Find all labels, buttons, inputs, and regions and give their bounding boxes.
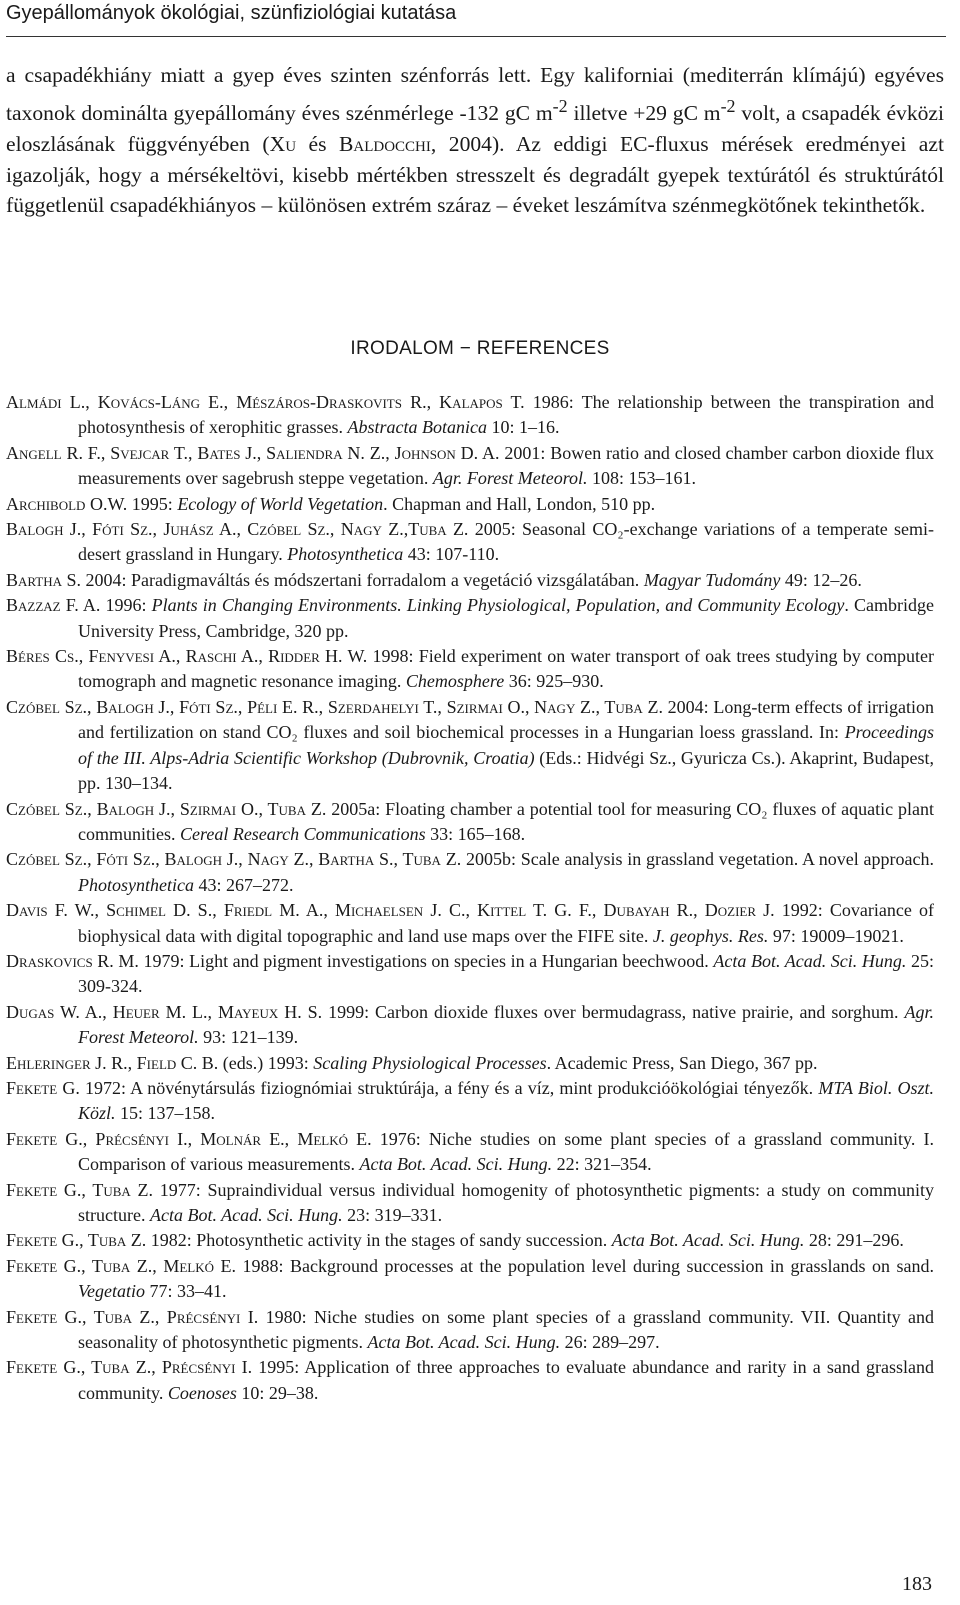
reference-authors: Bazzaz F. A. xyxy=(6,595,101,616)
reference-source: Photosynthetica xyxy=(287,544,404,565)
reference-authors: Angell R. F., Svejcar T., Bates J., Saliendra N. Z., Johnson D. A. xyxy=(6,442,500,463)
reference-authors: Fekete G., Tuba Z., Précsényi I. xyxy=(6,1306,259,1327)
reference-pages: 25: 309-324. xyxy=(78,950,934,997)
reference-pages: . Academic Press, San Diego, 367 pp. xyxy=(546,1052,818,1073)
reference-authors: Draskovics R. M. xyxy=(6,950,139,971)
text-segment: , 2004). Az eddigi EC-fluxus mérések eredményei azt igazolják, hogy a mérsékeltövi, kisebb mértékben stresszelt és degradált gyepek textúrától és struktúrától függetlenül csapadékhiányos – különösen extrém száraz – éveket leszámítva szénmegkötőnek tekinthetők. xyxy=(6,131,944,218)
reference-source: Plants in Changing Environments. Linking Physiological, Population, and Community Ecology xyxy=(151,595,845,616)
reference-authors: Czóbel Sz., Balogh J., Szirmai O., Tuba Z. xyxy=(6,798,327,819)
reference-pages: 43: 267–272. xyxy=(193,874,294,895)
reference-entry xyxy=(6,1000,934,1051)
superscript: -2 xyxy=(552,95,568,116)
reference-pages: 49: 12–26. xyxy=(780,569,862,590)
intro-paragraph xyxy=(6,60,944,221)
reference-list xyxy=(6,390,934,1406)
reference-authors: Czóbel Sz., Balogh J., Fóti Sz., Péli E. R., Szerdahelyi T., Szirmai O., Nagy Z., Tuba Z. xyxy=(6,696,663,717)
reference-source: Agr. Forest Meteorol. xyxy=(78,1001,934,1048)
reference-body: 1988: Background processes at the population level during succession in grasslands on sand. xyxy=(235,1255,934,1276)
reference-entry xyxy=(6,644,934,695)
reference-body: 1992: Covariance of biophysical data with digital topographic and land use maps over the FIFE site. xyxy=(78,900,934,946)
reference-entry xyxy=(6,390,934,441)
reference-source: Acta Bot. Acad. Sci. Hung. xyxy=(367,1332,561,1353)
reference-entry xyxy=(6,1178,934,1229)
reference-pages: 108: 153–161. xyxy=(587,468,697,489)
reference-entry xyxy=(6,1127,934,1178)
reference-body: 2004: Paradigmaváltás és módszertani forradalom a vegetáció vizsgálatában. xyxy=(81,569,644,590)
reference-source: Acta Bot. Acad. Sci. Hung. xyxy=(359,1154,553,1175)
reference-source: Vegetatio xyxy=(78,1281,145,1302)
reference-pages: . Cambridge University Press, Cambridge, 320 pp. xyxy=(78,595,934,641)
reference-source: Scaling Physiological Processes xyxy=(313,1052,547,1073)
reference-authors: Ehleringer J. R., Field C. B. xyxy=(6,1052,219,1073)
reference-entry xyxy=(6,695,934,797)
reference-body: 2005b: Scale analysis in grassland vegetation. A novel approach. xyxy=(461,849,935,870)
reference-entry xyxy=(6,949,934,1000)
reference-source: Chemosphere xyxy=(405,671,505,692)
reference-authors: Fekete G., Tuba Z., Melkó E. xyxy=(6,1255,236,1276)
reference-entry xyxy=(6,441,934,492)
reference-pages: 43: 107-110. xyxy=(403,544,500,565)
reference-source: Ecology of World Vegetation xyxy=(177,493,384,514)
reference-source: J. geophys. Res. xyxy=(652,925,769,946)
reference-body: 1986: The relationship between the transpiration and photosynthesis of xerophitic grasses. xyxy=(78,392,934,438)
reference-source: Acta Bot. Acad. Sci. Hung. xyxy=(713,950,907,971)
reference-pages: 15: 137–158. xyxy=(115,1103,216,1124)
reference-entry xyxy=(6,593,934,644)
reference-pages: 77: 33–41. xyxy=(144,1281,227,1302)
reference-entry xyxy=(6,1254,934,1305)
text-segment: volt, a csapadék évközi eloszlásának függvényében ( xyxy=(6,100,944,156)
reference-body: 1980: Niche studies on some plant species of a grassland community. VII. Quantity and seasonality of photosynthetic pigments. xyxy=(78,1306,934,1353)
reference-pages: 10: 29–38. xyxy=(236,1382,319,1403)
reference-body: 2005: Seasonal CO₂-exchange variations of a temperate semi-desert grassland in Hungary. xyxy=(78,519,934,565)
citation-author: Baldocchi xyxy=(338,131,431,156)
reference-entry xyxy=(6,517,934,568)
reference-body: 1982: Photosynthetic activity in the stages of sandy succession. xyxy=(146,1230,612,1251)
reference-body: 2005a: Floating chamber a potential tool for measuring CO₂ fluxes of aquatic plant communities. xyxy=(78,798,934,844)
reference-pages: . Chapman and Hall, London, 510 pp. xyxy=(383,493,656,514)
reference-entry xyxy=(6,797,934,848)
reference-body: 1979: Light and pigment investigations on species in a Hungarian beechwood. xyxy=(138,950,714,971)
reference-body: 1976: Niche studies on some plant species of a grassland community. I. Comparison of various measurements. xyxy=(78,1128,934,1175)
reference-source: Acta Bot. Acad. Sci. Hung. xyxy=(611,1230,805,1251)
reference-entry xyxy=(6,1355,934,1406)
superscript: -2 xyxy=(720,95,736,116)
reference-pages: 36: 925–930. xyxy=(504,671,604,692)
reference-body: 1998: Field experiment on water transport of oak trees studying by computer tomograph and magnetic resonance imaging. xyxy=(78,646,934,692)
reference-authors: Fekete G., Tuba Z. xyxy=(6,1179,154,1200)
reference-pages: (Eds.: Hidvégi Sz., Gyuricza Cs.). Akaprint, Budapest, pp. 130–134. xyxy=(78,747,935,794)
reference-body: 1977: Supraindividual versus individual homogenity of photosynthetic pigments: a study on community structure. xyxy=(78,1179,934,1225)
reference-body: 1995: Application of three approaches to evaluate abundance and rarity in a sand grassland community. xyxy=(78,1357,934,1403)
reference-source: Proceedings of the III. Alps-Adria Scientific Workshop (Dubrovnik, Croatia) xyxy=(78,722,934,768)
reference-authors: Bartha S. xyxy=(6,569,82,590)
running-title: Gyepállományok ökológiai, szünfiziológiai kutatása xyxy=(6,2,457,24)
reference-pages: 22: 321–354. xyxy=(552,1154,652,1175)
reference-pages: 10: 1–16. xyxy=(486,417,560,438)
reference-entry xyxy=(6,847,934,898)
reference-source: Coenoses xyxy=(167,1382,237,1403)
section-title: IRODALOM − REFERENCES xyxy=(350,338,610,359)
reference-entry xyxy=(6,568,934,593)
reference-pages: 33: 165–168. xyxy=(425,823,526,844)
reference-body: 2004: Long-term effects of irrigation and fertilization on stand CO₂ fluxes and soil biochemical processes in a Hungarian loess grassland. In: xyxy=(78,696,935,743)
reference-authors: Czóbel Sz., Fóti Sz., Balogh J., Nagy Z., Bartha S., Tuba Z. xyxy=(6,849,462,870)
reference-pages: 26: 289–297. xyxy=(560,1332,660,1353)
reference-body: 2001: Bowen ratio and closed chamber carbon dioxide flux measurements over sagebrush steppe vegetation. xyxy=(78,442,934,489)
reference-source: Abstracta Botanica xyxy=(347,417,487,438)
page-number: 183 xyxy=(902,1573,932,1595)
reference-body: 1972: A növénytársulás fiziognómiai struktúrája, a fény és a víz, mint produkcióökológiai tényezők. xyxy=(79,1077,819,1098)
reference-pages: 93: 121–139. xyxy=(198,1027,299,1048)
reference-pages: 28: 291–296. xyxy=(804,1230,904,1251)
reference-authors: Béres Cs., Fenyvesi A., Raschi A., Ridder H. W. xyxy=(6,646,368,667)
text-segment: illetve +29 gC m xyxy=(567,100,721,125)
reference-authors: Fekete G., Précsényi I., Molnár E., Melkó E. xyxy=(6,1128,372,1149)
reference-authors: Almádi L., Kovács-Láng E., Mészáros-Draskovits R., Kalapos T. xyxy=(6,392,525,412)
reference-pages: 97: 19009–19021. xyxy=(768,925,904,946)
reference-authors: Davis F. W., Schimel D. S., Friedl M. A., Michaelsen J. C., Kittel T. G. F., Dubayah R., Dozier J. xyxy=(6,900,775,921)
reference-entry xyxy=(6,1051,934,1076)
reference-authors: Dugas W. A., Heuer M. L., Mayeux H. S. xyxy=(6,1001,323,1022)
reference-entry xyxy=(6,1076,934,1127)
reference-authors: Balogh J., Fóti Sz., Juhász A., Czóbel Sz., Nagy Z.,Tuba Z. xyxy=(6,519,469,540)
citation-author: Xu xyxy=(269,131,297,156)
reference-body: (eds.) 1993: xyxy=(218,1052,314,1073)
reference-body: 1995: xyxy=(127,493,178,514)
reference-source: Photosynthetica xyxy=(78,874,194,895)
running-header xyxy=(6,0,946,37)
reference-entry xyxy=(6,1228,934,1253)
reference-entry xyxy=(6,1305,934,1356)
reference-pages: 23: 319–331. xyxy=(342,1205,443,1225)
reference-authors: Archibold O.W. xyxy=(6,493,128,514)
reference-body: 1999: Carbon dioxide fluxes over bermudagrass, native prairie, and sorghum. xyxy=(322,1001,905,1022)
reference-body: 1996: xyxy=(100,595,152,616)
text-segment: a csapadékhiány miatt a gyep éves szinten szénforrás lett. Egy kaliforniai (mediterrán klímájú) egyéves taxonok dominálta gyepállomány éves szénmérlege -132 gC m xyxy=(6,63,944,125)
reference-source: Magyar Tudomány xyxy=(643,569,781,590)
reference-authors: Fekete G. xyxy=(6,1077,80,1098)
reference-source: Agr. Forest Meteorol. xyxy=(432,468,588,489)
reference-source: Acta Bot. Acad. Sci. Hung. xyxy=(149,1205,343,1225)
reference-source: Cereal Research Communications xyxy=(180,823,426,844)
reference-entry xyxy=(6,898,934,949)
reference-authors: Fekete G., Tuba Z., Précsényi I. xyxy=(6,1357,253,1378)
reference-authors: Fekete G., Tuba Z. xyxy=(6,1230,147,1251)
body-text xyxy=(6,60,944,221)
text-segment: és xyxy=(296,131,339,156)
reference-entry xyxy=(6,492,934,517)
reference-source: MTA Biol. Oszt. Közl. xyxy=(78,1077,934,1124)
